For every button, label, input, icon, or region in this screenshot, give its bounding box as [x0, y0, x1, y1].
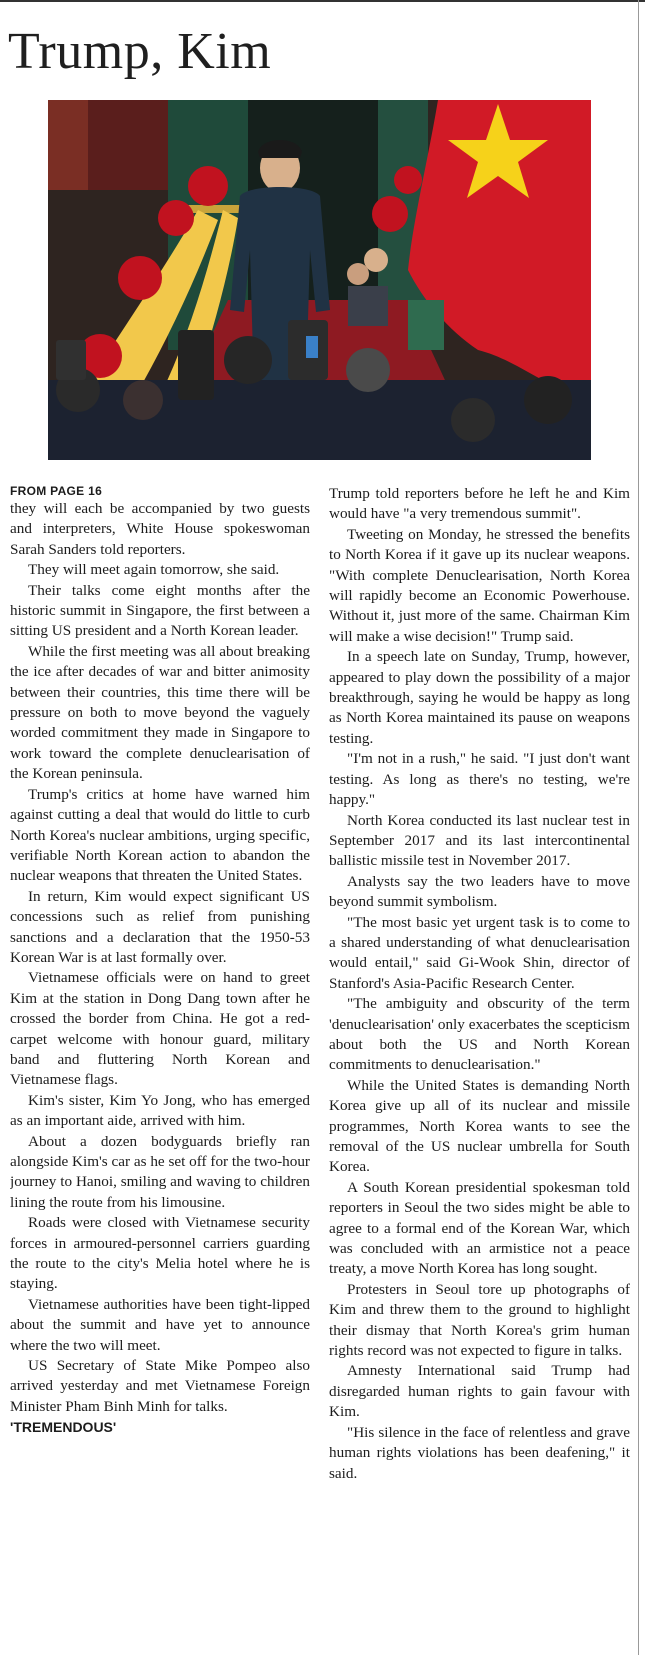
- paragraph: Analysts say the two leaders have to move beyond summit symbolism.: [329, 872, 630, 911]
- paragraph: "The most basic yet urgent task is to come to a shared understanding of what denuclearisation would entail," said Gi-Wook Shin, director of Stanford's Asia-Pacific Research Center.: [329, 913, 630, 992]
- paragraph: "The ambiguity and obscurity of the term 'denuclearisation' only exacerbates the scepticism about both the US and North Korean commitments to denuclearisation.": [329, 995, 630, 1074]
- subhead: 'TREMENDOUS': [10, 1419, 117, 1436]
- news-photo: [48, 100, 591, 460]
- paragraph: Amnesty International said Trump had disregarded human rights to gain favour with Kim.: [329, 1362, 630, 1421]
- top-rule: [0, 0, 645, 2]
- paragraph: Vietnamese authorities have been tight-lipped about the summit and have yet to announce where the two will meet.: [10, 1295, 310, 1354]
- headline: Trump, Kim: [8, 23, 272, 80]
- paragraph: Trump told reporters before he left he and Kim would have "a very tremendous summit".: [329, 485, 630, 523]
- paragraph: Tweeting on Monday, he stressed the benefits to North Korea if it gave up its nuclear weapons. "With complete Denuclearisation, North Korea will rapidly become an Economic Powerhouse. Without it, just more of the same. Chairman Kim will make a wise decision!" Trump said.: [329, 525, 630, 645]
- paragraph: While the first meeting was all about breaking the ice after decades of war and bitter animosity between their countries, this time there will be pressure on both to move beyond the vaguely worded commitment they made in Singapore to work toward the complete denuclearisation of the Korean peninsula.: [10, 642, 310, 783]
- paragraph: "I'm not in a rush," he said. "I just don't want testing. As long as there's no testing, we're happy.": [329, 750, 630, 809]
- paragraph: US Secretary of State Mike Pompeo also arrived yesterday and met Vietnamese Foreign Minister Pham Binh Minh for talks.: [10, 1357, 310, 1415]
- paragraph: They will meet again tomorrow, she said.: [28, 561, 280, 579]
- paragraph: In a speech late on Sunday, Trump, however, appeared to play down the possibility of a major breakthrough, saying he would be happy as long as North Korea maintained its pause on weapons testing.: [329, 648, 630, 747]
- photo-illustration: [48, 100, 591, 460]
- paragraph: "His silence in the face of relentless and grave human rights violations has been deafening," it said.: [329, 1423, 630, 1482]
- left-column: [10, 484, 310, 1655]
- paragraph: About a dozen bodyguards briefly ran alongside Kim's car as he set off for the two-hour journey to Hanoi, smiling and waving to children lining the route from his limousine.: [10, 1132, 310, 1211]
- right-column: [329, 484, 630, 1655]
- paragraph: In return, Kim would expect significant US concessions such as relief from punishing sanctions and a declaration that the 1950-53 Korean War is at last formally over.: [10, 887, 310, 966]
- paragraph: Vietnamese officials were on hand to greet Kim at the station in Dong Dang town after he crossed the border from China. He got a red-carpet welcome with honour guard, military band and fluttering North Korean and Vietnamese flags.: [10, 969, 310, 1089]
- paragraph: Their talks come eight months after the historic summit in Singapore, the first between a sitting US president and a North Korean leader.: [10, 581, 310, 640]
- paragraph: North Korea conducted its last nuclear test in September 2017 and its last intercontinental ballistic missile test in November 2017.: [329, 811, 630, 870]
- paragraph: Trump's critics at home have warned him against cutting a deal that would do little to curb North Korea's nuclear ambitions, urging specific, verifiable North Korean action to abandon the nuclear weapons that threaten the United States.: [10, 785, 310, 885]
- kicker: FROM PAGE 16: [10, 484, 103, 498]
- paragraph: they will each be accompanied by two guests and interpreters, White House spokeswoman Sarah Sanders told reporters.: [10, 500, 310, 558]
- paragraph: Protesters in Seoul tore up photographs of Kim and threw them to the ground to highlight their dismay that North Korea's grim human rights record was not expected to figure in talks.: [329, 1280, 630, 1360]
- paragraph: Roads were closed with Vietnamese security forces in armoured-personnel carriers guarding the route to the city's Melia hotel where he is staying.: [10, 1214, 310, 1293]
- column-rule: [638, 0, 639, 1655]
- paragraph: A South Korean presidential spokesman told reporters in Seoul the two sides might be able to agree to a formal end of the Korean War, which was concluded with an armistice not a peace treaty, a move North Korea has long sought.: [329, 1178, 630, 1278]
- paragraph: Kim's sister, Kim Yo Jong, who has emerged as an important aide, arrived with him.: [10, 1091, 310, 1130]
- paragraph: While the United States is demanding North Korea give up all of its nuclear and missile programmes, North Korea wants to see the removal of the US nuclear umbrella for South Korea.: [329, 1076, 630, 1176]
